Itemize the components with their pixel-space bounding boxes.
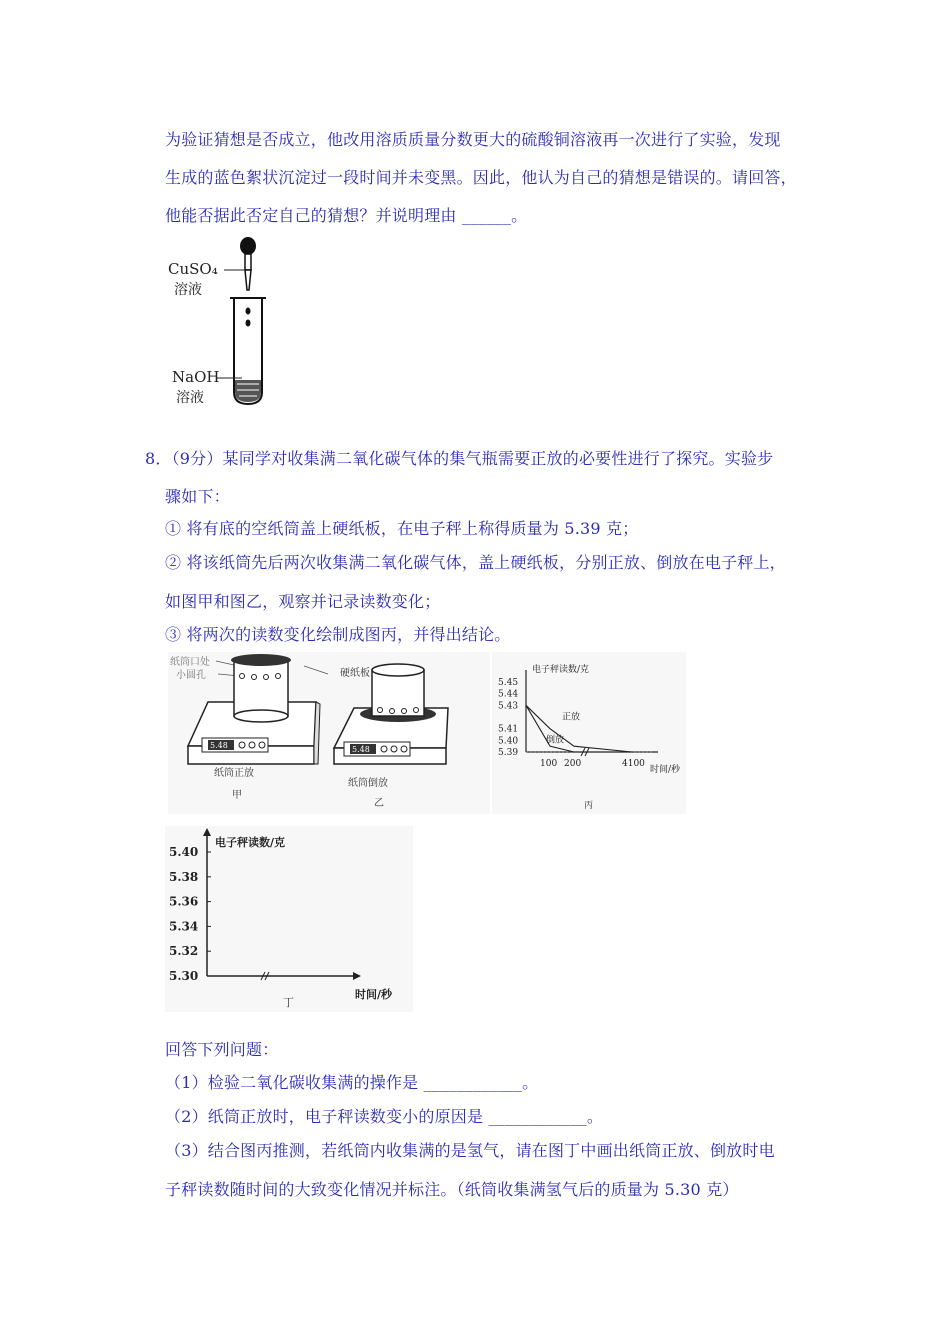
intro-line-2: 生成的蓝色絮状沉淀过一段时间并未变黑。因此，他认为自己的猜想是错误的。请回答， [165, 168, 797, 187]
intro-line-1: 为验证猜想是否成立，他改用溶质质量分数更大的硫酸铜溶液再一次进行了实验，发现 [165, 130, 781, 149]
y-tick-label-ding: 5.38 [169, 869, 199, 884]
naoh-sub-label: 溶液 [176, 390, 204, 406]
x-tick-label-bing: 100 [540, 759, 558, 769]
y-tick-label-bing: 5.44 [498, 689, 519, 700]
cuso4-label: CuSO₄ [168, 260, 218, 278]
q8-line-1: 8．（9分）某同学对收集满二氧化碳气体的集气瓶需要正放的必要性进行了探究。实验步 [145, 449, 774, 468]
y-tick-label-ding: 5.36 [169, 894, 199, 909]
x-tick-label-bing: 200 [564, 759, 582, 769]
chart-ding [165, 826, 413, 1012]
series-label-upright: 正放 [562, 712, 581, 723]
answer-q1: （1）检验二氧化碳收集满的操作是 ____________。 [165, 1073, 539, 1092]
y-tick-label-ding: 5.34 [169, 919, 199, 934]
y-tick-label-bing: 5.40 [498, 736, 519, 747]
callout-board: 硬纸板 [340, 668, 370, 679]
caption-jia-desc: 纸筒正放 [214, 768, 254, 779]
y-tick-label-ding: 5.40 [169, 845, 199, 859]
callout-cup-mouth: 纸筒口处 [170, 657, 210, 668]
caption-jia: 甲 [232, 790, 242, 801]
answers-lead: 回答下列问题： [165, 1040, 279, 1059]
scale-display-jia: 5.48 [210, 741, 228, 750]
naoh-label: NaOH [172, 368, 220, 386]
y-tick-label-bing: 5.39 [498, 748, 519, 758]
q8-step-2b: 如图甲和图乙，观察并记录读数变化； [165, 592, 441, 611]
caption-ding: 丁 [283, 996, 294, 1009]
q8-step-1: ① 将有底的空纸筒盖上硬纸板，在电子秤上称得质量为 5.39 克； [165, 519, 639, 538]
answer-q2: （2）纸筒正放时，电子秤读数变小的原因是 ____________。 [165, 1107, 604, 1126]
y-tick-label-ding: 5.32 [169, 944, 199, 959]
y-tick-label-bing: 5.41 [498, 724, 519, 735]
cuso4-sub-label: 溶液 [174, 282, 202, 298]
scales-figure [168, 652, 490, 814]
series-label-inverted: 倒放 [546, 735, 565, 746]
caption-yi: 乙 [374, 798, 384, 809]
dropper-bulb [240, 237, 256, 255]
x-axis-label-bing: 时间/秒 [650, 765, 681, 775]
y-axis-label-ding: 电子秤读数/克 [215, 836, 286, 849]
q8-step-2a: ② 将该纸筒先后两次收集满二氧化碳气体，盖上硬纸板，分别正放、倒放在电子秤上， [165, 553, 786, 572]
test-tube-figure [162, 232, 282, 410]
answer-q3a: （3）结合图丙推测，若纸筒内收集满的是氢气，请在图丁中画出纸筒正放、倒放时电 [165, 1141, 775, 1160]
answer-q3b: 子秤读数随时间的大致变化情况并标注。（纸筒收集满氢气后的质量为 5.30 克） [165, 1180, 739, 1199]
y-tick-label-ding: 5.30 [169, 969, 199, 983]
scale-display-yi: 5.48 [352, 745, 370, 754]
q8-step-3: ③ 将两次的读数变化绘制成图丙，并得出结论。 [165, 625, 511, 644]
x-axis-label-ding: 时间/秒 [355, 988, 393, 1001]
callout-small-hole: 小圆孔 [176, 670, 206, 681]
y-tick-label-bing: 5.45 [498, 678, 519, 688]
intro-line-3: 他能否据此否定自己的猜想？并说明理由 ______。 [165, 206, 528, 225]
y-tick-label-bing: 5.43 [498, 701, 519, 712]
caption-bing: 丙 [584, 801, 594, 811]
caption-yi-desc: 纸筒倒放 [348, 778, 388, 789]
x-tick-label-bing: 4100 [622, 759, 645, 769]
q8-line-2: 骤如下： [165, 487, 230, 506]
chart-bing [492, 652, 686, 814]
y-axis-label-bing: 电子秤读数/克 [532, 665, 590, 675]
